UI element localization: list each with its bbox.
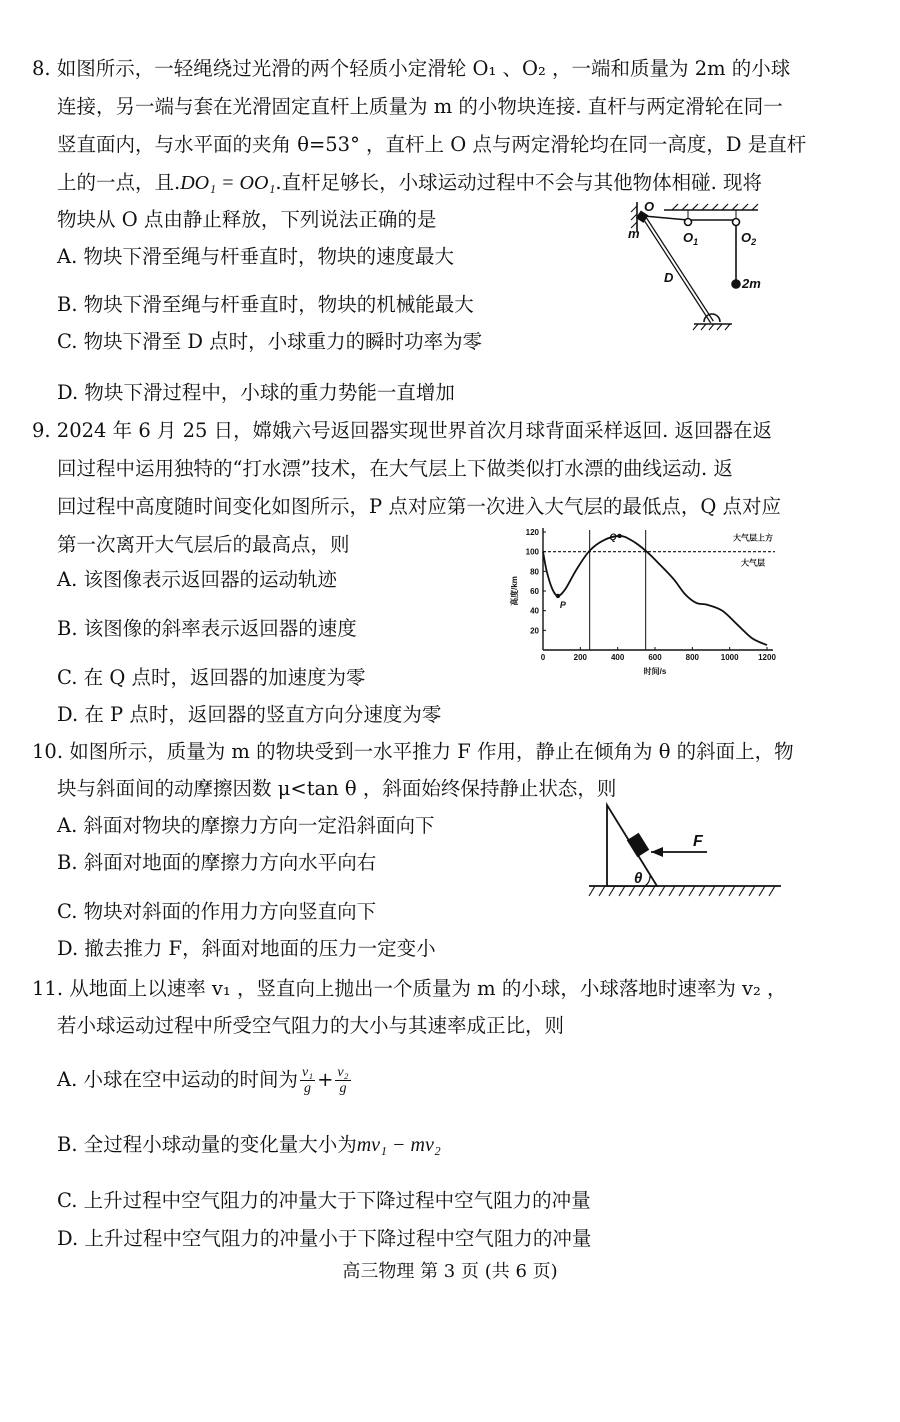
- point-p-marker: [556, 594, 560, 598]
- q8-option-b: B. 物块下滑至绳与杆垂直时，物块的机械能最大: [57, 293, 474, 316]
- q8-condition-math: DO₁ = OO₁: [180, 172, 276, 194]
- region-label-atmosphere: 大气层: [741, 558, 765, 568]
- page-footer: 高三物理 第 3 页 (共 6 页): [342, 1261, 558, 1282]
- point-q-marker: [617, 534, 621, 538]
- q9-stem-line-2: 回过程中运用独特的“打水漂”技术，在大气层上下做类似打水漂的曲线运动. 返: [57, 457, 733, 480]
- q8-stem-line-5: 物块从 O 点由静止释放，下列说法正确的是: [57, 208, 437, 231]
- point-q-label: Q: [609, 531, 617, 542]
- q10-option-b: B. 斜面对地面的摩擦力方向水平向右: [57, 851, 377, 874]
- q8-pulley-figure: [620, 200, 770, 335]
- point-p-label: P: [559, 599, 566, 610]
- q11-stem-line-2: 若小球运动过程中所受空气阻力的大小与其速率成正比，则: [57, 1014, 565, 1037]
- q10-stem-line-1: 10. 如图所示，质量为 m 的物块受到一水平推力 F 作用，静止在倾角为 θ 的斜面上，物: [32, 740, 794, 763]
- x-tick-label: 800: [685, 653, 700, 662]
- q9-option-a: A. 该图像表示返回器的运动轨迹: [57, 568, 337, 591]
- y-tick-label: 100: [525, 547, 539, 557]
- q9-option-b: B. 该图像的斜率表示返回器的速度: [57, 617, 357, 640]
- q10-label-f: F: [693, 833, 703, 850]
- q11-option-c: C. 上升过程中空气阻力的冲量大于下降过程中空气阻力的冲量: [57, 1189, 591, 1212]
- q10-option-a: A. 斜面对物块的摩擦力方向一定沿斜面向下: [57, 814, 435, 837]
- x-tick-label: 600: [648, 653, 662, 662]
- q8-label-o1: $O_1$: [683, 230, 699, 247]
- q11-plus: +: [317, 1068, 334, 1091]
- q8-stem-line-4a: 上的一点，且.: [57, 171, 181, 194]
- x-tick-label: 400: [610, 653, 625, 662]
- q9-stem-line-1: 9. 2024 年 6 月 25 日，嫦娥六号返回器实现世界首次月球背面采样返回. 返回器在返: [32, 419, 773, 442]
- q11-option-a: [57, 1065, 353, 1096]
- x-tick-label: 200: [573, 653, 588, 662]
- q11-fraction-2: $\frac{\text{v₂}}{g}$: [337, 1065, 349, 1096]
- y-tick-label: 60: [530, 587, 539, 596]
- x-tick-label: 0: [540, 653, 546, 662]
- q9-option-c: C. 在 Q 点时，返回器的加速度为零: [57, 666, 366, 689]
- x-axis-label: 时间/s: [643, 667, 667, 676]
- q8-option-d: D. 物块下滑过程中，小球的重力势能一直增加: [57, 381, 455, 404]
- region-label-above: 大气层上方: [733, 533, 773, 543]
- q10-option-c: C. 物块对斜面的作用力方向竖直向下: [57, 900, 377, 923]
- q8-label-d: D: [664, 270, 674, 285]
- q8-stem-line-4b: .直杆足够长，小球运动过程中不会与其他物体相碰. 现将: [275, 171, 762, 194]
- q9-stem-line-4: 第一次离开大气层后的最高点，则: [57, 533, 350, 556]
- q11-option-a-text: A. 小球在空中运动的时间为: [57, 1068, 298, 1091]
- q10-option-d: D. 撤去推力 F，斜面对地面的压力一定变小: [57, 937, 436, 960]
- y-tick-label: 20: [530, 626, 539, 636]
- q8-option-a: A. 物块下滑至绳与杆垂直时，物块的速度最大: [57, 245, 454, 268]
- q10-label-theta: θ: [634, 870, 643, 887]
- q10-incline-figure: [585, 800, 785, 905]
- q8-stem-line-4: [57, 169, 762, 197]
- y-tick-label: 120: [525, 528, 539, 537]
- x-tick-label: 1000: [720, 653, 739, 662]
- x-tick-label: 1200: [758, 653, 776, 662]
- q11-stem-line-1: 11. 从地面上以速率 v₁ ，竖直向上抛出一个质量为 m 的小球，小球落地时速率为 v₂ ，: [32, 977, 787, 1000]
- altitude-time-chart: [505, 522, 795, 682]
- y-tick-label: 40: [530, 606, 539, 616]
- q10-stem-line-2: 块与斜面间的动摩擦因数 μ<tan θ ，斜面始终保持静止状态，则: [57, 777, 617, 800]
- q8-stem-line-1: 8. 如图所示，一轻绳绕过光滑的两个轻质小定滑轮 O₁ 、O₂ ，一端和质量为 2m 的小球: [32, 57, 791, 80]
- q11-fraction-1: $\frac{\text{v₁}}{g}$: [301, 1065, 314, 1096]
- y-tick-label: 80: [530, 567, 539, 577]
- y-axis-label: 高度/km: [510, 576, 519, 606]
- q8-stem-line-2: 连接，另一端与套在光滑固定直杆上质量为 m 的小物块连接. 直杆与两定滑轮在同一: [57, 95, 783, 118]
- q8-label-o2: $O_2$: [741, 230, 757, 247]
- q11-option-d: D. 上升过程中空气阻力的冲量小于下降过程中空气阻力的冲量: [57, 1227, 592, 1250]
- altitude-curve: [543, 536, 767, 645]
- q8-stem-line-3: 竖直面内，与水平面的夹角 θ=53° ，直杆上 O 点与两定滑轮均在同一高度，D 是直杆: [57, 133, 807, 156]
- q9-option-d: D. 在 P 点时，返回器的竖直方向分速度为零: [57, 703, 442, 726]
- q9-stem-line-3: 回过程中高度随时间变化如图所示，P 点对应第一次进入大气层的最低点，Q 点对应: [57, 495, 782, 518]
- q8-label-m: m: [628, 226, 640, 241]
- q11-option-b-text: B. 全过程小球动量的变化量大小为: [57, 1133, 357, 1156]
- q8-label-o: O: [644, 200, 655, 214]
- q11-option-b-math: mv₁ − mv₂: [356, 1134, 441, 1156]
- q11-option-b: [57, 1131, 441, 1159]
- q8-label-ball-mass: 2m: [742, 276, 761, 291]
- q8-option-c: C. 物块下滑至 D 点时，小球重力的瞬时功率为零: [57, 330, 483, 353]
